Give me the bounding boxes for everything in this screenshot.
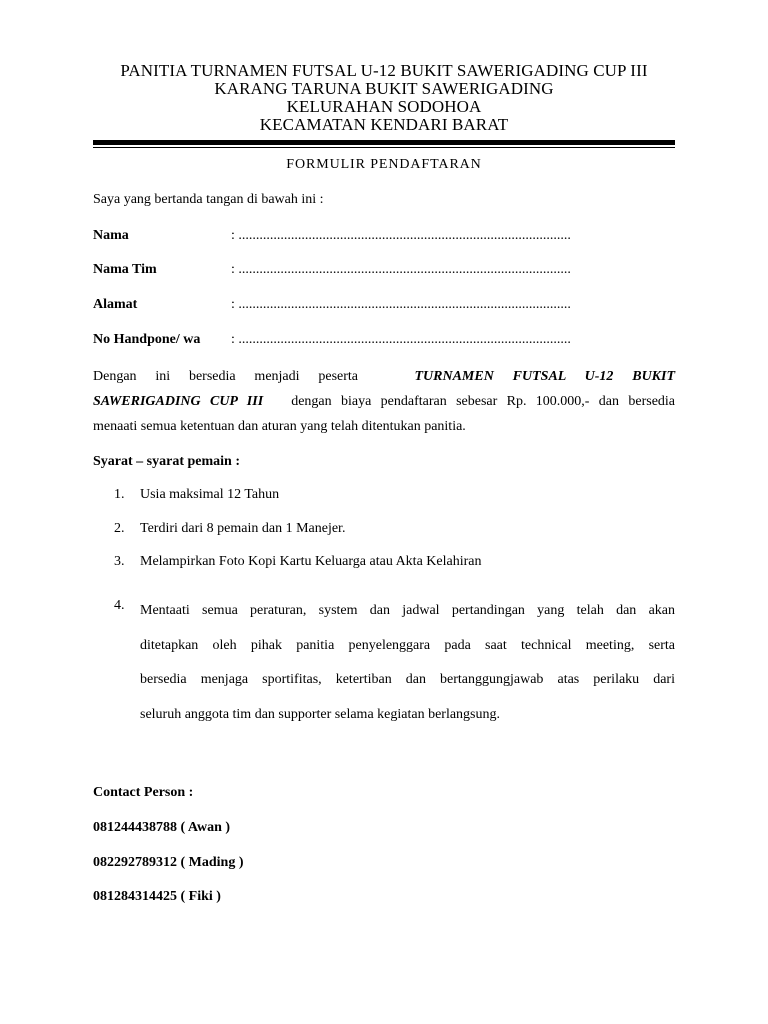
- letterhead-divider-thick: [93, 140, 675, 145]
- letterhead-line-2: KARANG TARUNA BUKIT SAWERIGADING: [214, 79, 554, 98]
- field-label-alamat: Alamat: [93, 297, 138, 312]
- field-blank-handphone: : ...............................................................................................: [231, 332, 571, 347]
- form-title: FORMULIR PENDAFTARAN: [286, 157, 482, 172]
- field-label-nama-tim: Nama Tim: [93, 262, 157, 277]
- requirement-number: 2.: [114, 521, 125, 536]
- requirement-item: Usia maksimal 12 Tahun: [140, 487, 280, 502]
- letterhead: [0, 62, 768, 134]
- statement-fee: dengan biaya pendaftaran sebesar Rp. 100.000,- dan bersedia: [291, 394, 676, 409]
- field-blank-nama-tim: : ...............................................................................................: [231, 262, 571, 277]
- requirement-line: Mentaati semua peraturan, system dan jadwal pertandingan yang telah dan akan: [140, 603, 675, 618]
- statement-paragraph: [93, 364, 675, 439]
- field-label-handphone: No Handpone/ wa: [93, 332, 201, 347]
- requirements-title: Syarat – syarat pemain :: [93, 454, 240, 469]
- event-name-part-2: SAWERIGADING CUP III: [93, 394, 264, 409]
- contact-person-awan: 081244438788 ( Awan ): [93, 820, 231, 835]
- requirement-item: Melampirkan Foto Kopi Kartu Keluarga atau Akta Kelahiran: [140, 554, 482, 569]
- letterhead-line-4: KECAMATAN KENDARI BARAT: [259, 115, 509, 134]
- intro-text: Saya yang bertanda tangan di bawah ini :: [93, 192, 324, 207]
- requirement-number: 1.: [114, 487, 125, 502]
- contact-person-mading: 082292789312 ( Mading ): [93, 855, 244, 870]
- contact-person-fiki: 081284314425 ( Fiki ): [93, 889, 221, 904]
- field-label-nama: Nama: [93, 228, 129, 243]
- contact-title: Contact Person :: [93, 785, 194, 800]
- statement-line-1: [93, 364, 675, 389]
- letterhead-line-1: PANITIA TURNAMEN FUTSAL U-12 BUKIT SAWERIGADING CUP III: [120, 61, 648, 80]
- field-blank-nama: : ...............................................................................................: [231, 228, 571, 243]
- requirement-number: 3.: [114, 554, 125, 569]
- requirement-line: bersedia menjaga sportifitas, ketertiban dan bertanggungjawab atas perilaku dari: [140, 672, 675, 687]
- requirement-line: ditetapkan oleh pihak panitia penyelenggara pada saat technical meeting, serta: [140, 637, 675, 653]
- requirement-number: 4.: [114, 598, 125, 613]
- letterhead-divider-thin: [93, 147, 675, 148]
- statement-line-3: menaati semua ketentuan dan aturan yang telah ditentukan panitia.: [93, 419, 466, 434]
- letterhead-line-3: KELURAHAN SODOHOA: [286, 97, 482, 116]
- requirement-line: seluruh anggota tim dan supporter selama kegiatan berlangsung.: [140, 706, 501, 722]
- statement-line-2: [93, 389, 675, 414]
- field-blank-alamat: : ...............................................................................................: [231, 297, 571, 312]
- requirement-item: Terdiri dari 8 pemain dan 1 Manejer.: [140, 521, 346, 536]
- statement-prefix: Dengan ini bersedia menjadi peserta: [93, 369, 358, 384]
- event-name-part-1: TURNAMEN FUTSAL U-12 BUKIT: [414, 369, 676, 384]
- requirement-item-long: [140, 594, 675, 732]
